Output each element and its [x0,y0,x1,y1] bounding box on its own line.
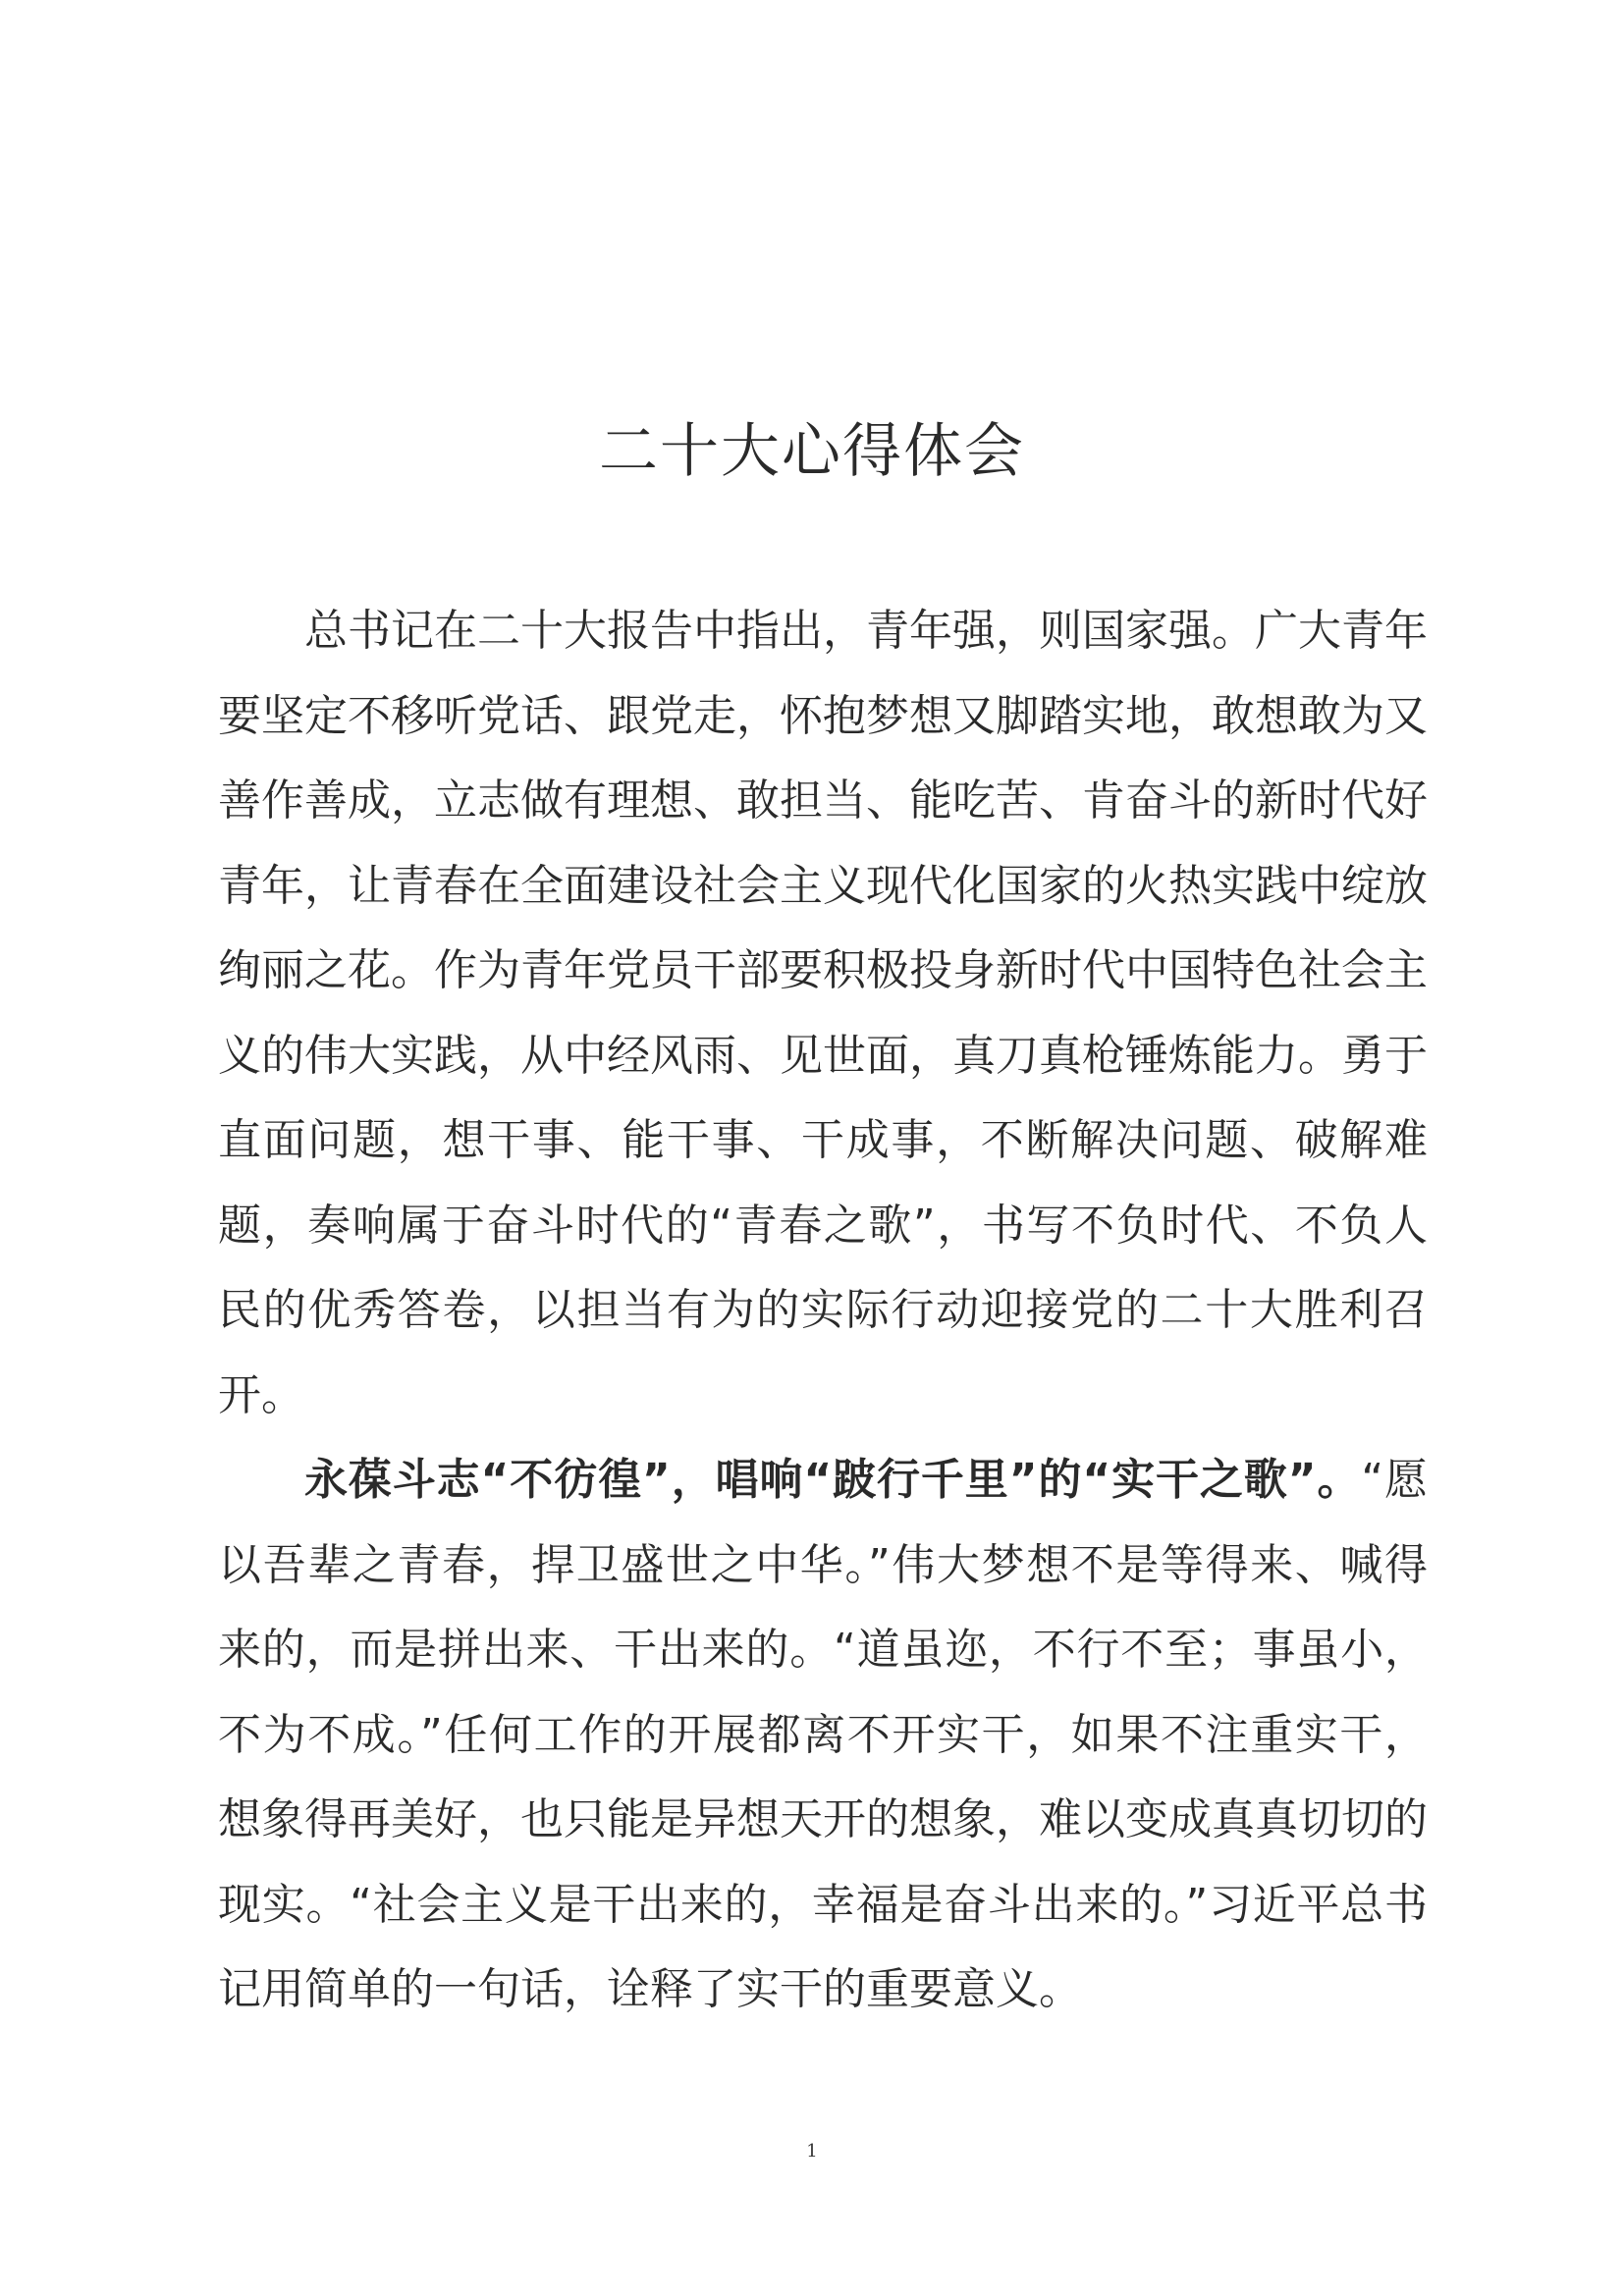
paragraph-1: 总书记在二十大报告中指出，青年强，则国家强。广大青年要坚定不移听党话、跟党走，怀抱梦想又脚踏实地，敢想敢为又善作善成，立志做有理想、敢担当、能吃苦、肯奋斗的新时代好青年，让青春在全面建设社会主义现代化国家的火热实践中绽放绚丽之花。作为青年党员干部要积极投身新时代中国特色社会主义的伟大实践，从中经风雨、见世面，真刀真枪锤炼能力。勇于直面问题，想干事、能干事、干成事，不断解决问题、破解难题，奏响属于奋斗时代的“青春之歌”，书写不负时代、不负人民的优秀答卷，以担当有为的实际行动迎接党的二十大胜利召开。 [218,606,1428,1420]
paragraph-2-heading: 永葆斗志“不彷徨”，唱响“跛行千里”的“实干之歌”。 [304,1455,1362,1505]
document-title: 二十大心得体会 [599,417,1025,486]
paragraph-2 [218,1438,1428,2033]
document-body [218,589,1428,2033]
paragraph-2-body: “愿以吾辈之青春，捍卫盛世之中华。”伟大梦想不是等得来、喊得来的，而是拼出来、干出来的。“道虽迩，不行不至；事虽小，不为不成。”任何工作的开展都离不开实干，如果不注重实干，想象得再美好，也只能是异想天开的想象，难以变成真真切切的现实。“社会主义是干出来的，幸福是奋斗出来的。”习近平总书记用简单的一句话，诠释了实干的重要意义。 [218,1455,1429,2014]
page-number: 1 [806,2141,818,2162]
